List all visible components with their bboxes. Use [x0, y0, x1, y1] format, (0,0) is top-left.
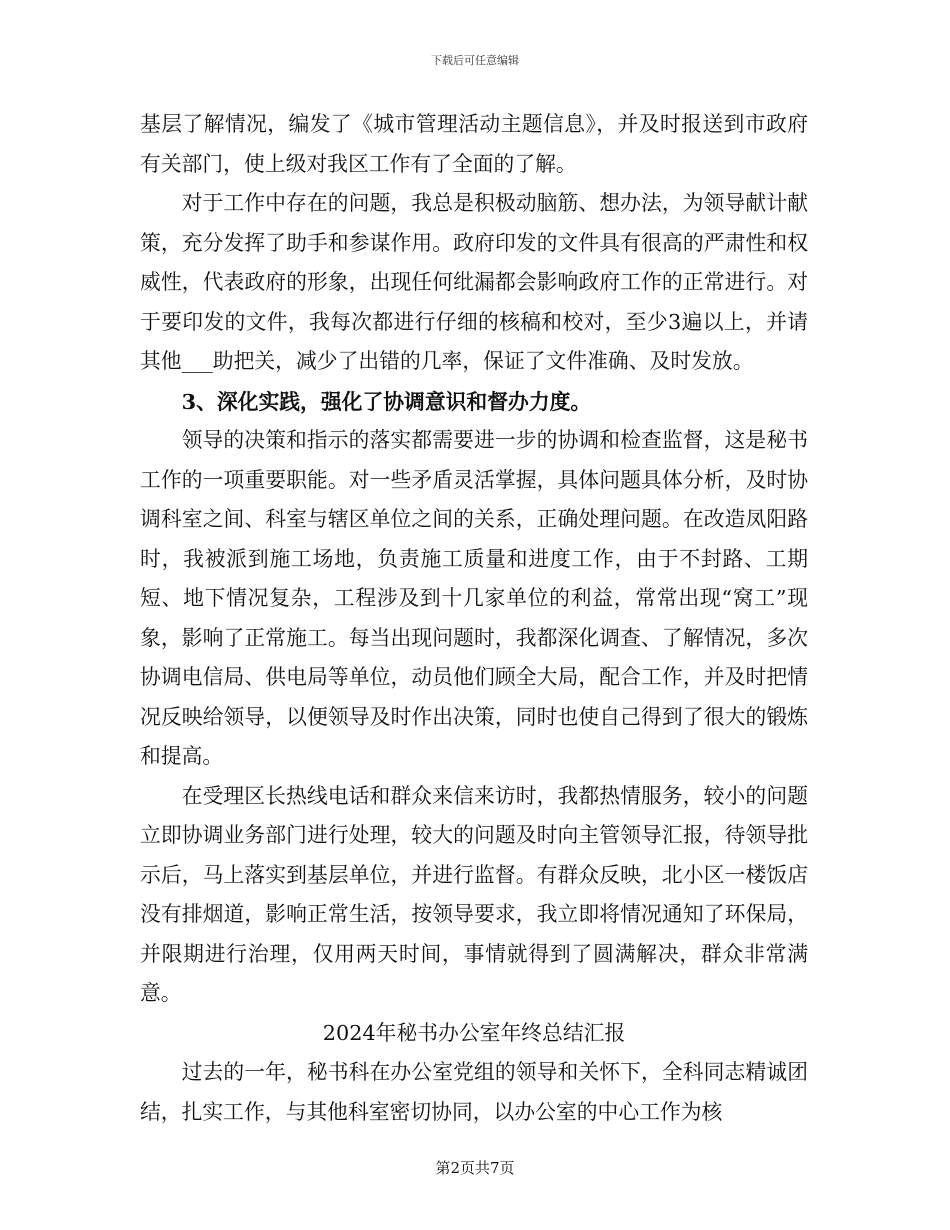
paragraph-coordination: 领导的决策和指示的落实都需要进一步的协调和检查监督，这是秘书工作的一项重要职能。对一些矛盾灵活掌握，具体问题具体分析，及时协调科室之间、科室与辖区单位之间的关系，正确处理问题。在改造凤阳路时，我被派到施工场地，负责施工质量和进度工作，由于不封路、工期短、地下情况复杂，工程涉及到十几家单位的利益，常常出现“窝工”现象，影响了正常施工。每当出现问题时，我都深化调查、了解情况，多次协调电信局、供电局等单位，动员他们顾全大局，配合工作，并及时把情况反映给领导，以便领导及时作出决策，同时也使自己得到了很大的锻炼和提高。 [140, 428, 808, 768]
document-title: 2024年秘书办公室年终总结汇报 [322, 1020, 626, 1045]
page-header: 下载后可任意编辑 [431, 54, 519, 67]
page-footer: 第2页共7页 [435, 1159, 515, 1177]
paragraph-continuation: 基层了解情况，编发了《城市管理活动主题信息》，并及时报送到市政府有关部门，使上级对我区工作有了全面的了解。 [140, 112, 808, 176]
paragraph-problem-solving: 对于工作中存在的问题，我总是积极动脑筋、想办法，为领导献计献策，充分发挥了助手和参谋作用。政府印发的文件具有很高的严肃性和权威性，代表政府的形象，出现任何纰漏都会影响政府工作的正常进行。对于要印发的文件，我每次都进行仔细的核稿和校对，至少3遍以上，并请其他___助把关，减少了出错的几率，保证了文件准确、及时发放。 [140, 191, 808, 373]
paragraph-intro: 过去的一年，秘书科在办公室党组的领导和关怀下，全科同志精诚团结，扎实工作，与其他科室密切协同，以办公室的中心工作为核 [140, 1060, 808, 1124]
section-heading-3: 3、深化实践，强化了协调意识和督办力度。 [181, 388, 592, 414]
paragraph-hotline: 在受理区长热线电话和群众来信来访时，我都热情服务，较小的问题立即协调业务部门进行处理，较大的问题及时向主管领导汇报，待领导批示后，马上落实到基层单位，并进行监督。有群众反映，北小区一楼饭店没有排烟道，影响正常生活，按领导要求，我立即将情况通知了环保局，并限期进行治理，仅用两天时间，事情就得到了圆满解决，群众非常满意。 [140, 783, 808, 1005]
document-body [140, 105, 808, 1132]
